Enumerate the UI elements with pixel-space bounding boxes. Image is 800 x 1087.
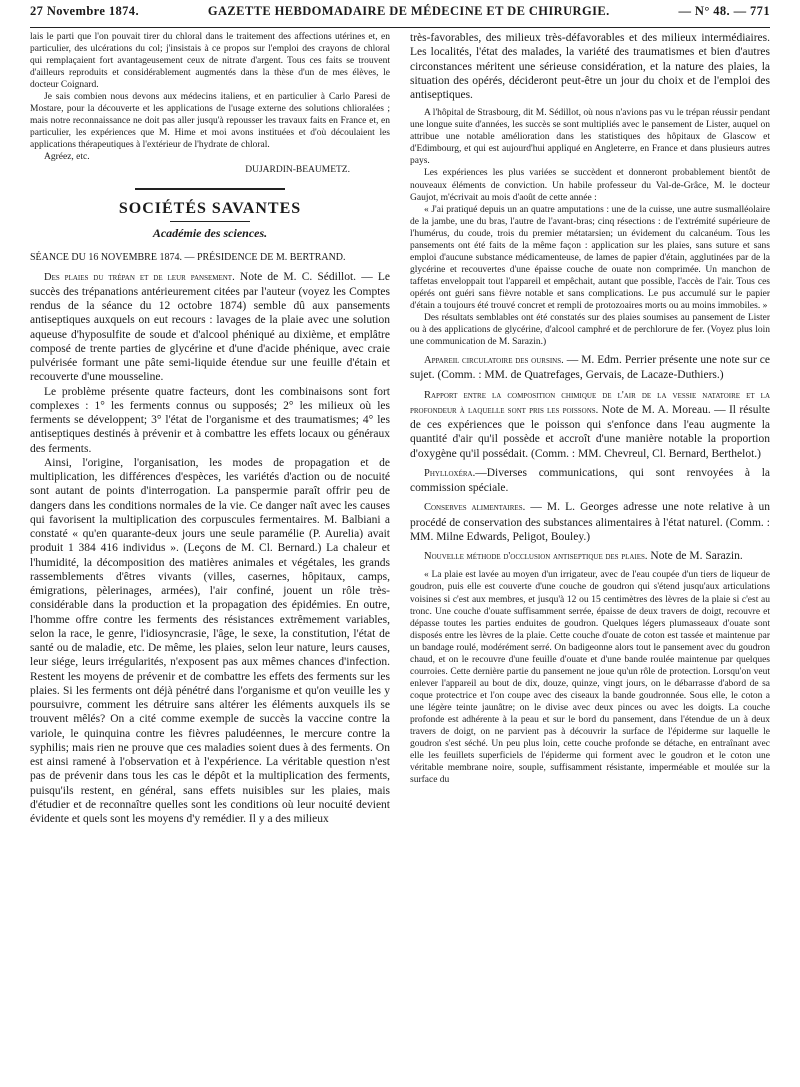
issue-date: 27 Novembre 1874.	[30, 4, 139, 18]
article-text: Note de M. C. Sédillot. — Le succès des trépanations antérieurement citées par l'auteur (voyez les Comptes rendus de la séance du 12 octobre 1874) semble dû aux pansements antiseptiques auxquels on eut recours : lavages de la plaie avec une solution aqueuse d'hyposulfite de soude et d'alcool phéniqué au dixième, et emplâtre composé de trente parties de glycérine et d'une d'acide phénique, avec craie pulvérisée formant une pâte semi-liquide étendue sur une feuille d'étain et recouverte d'une mousseline.	[30, 270, 390, 384]
letter-closing: Agréez, etc.	[44, 152, 90, 163]
letter-signature: DUJARDIN-BEAUMETZ.	[245, 164, 350, 175]
article-paragraph: Le problème présente quatre facteurs, dont les combinaisons sont fort complexes : 1° les ferments connus ou supposés; 2° les milieux où les ferments se développent; 3° l'état de l'organisme et des traumatismes; 4° les antiseptiques destinés à prévenir et à combattre les effets locaux ou généraux des ferments.	[30, 385, 390, 455]
article-label: Phylloxéra.	[424, 467, 476, 479]
article-label: Appareil circulatoire des oursins.	[424, 355, 564, 367]
article-paragraph	[410, 549, 770, 564]
section-divider	[135, 188, 285, 190]
right-column	[410, 31, 770, 826]
letter-paragraph: Je sais combien nous devons aux médecins italiens, et en particulier à Carlo Paresi de Mostare, pour la découverte et les applications de l'usage externe des solutions chlioralées ; mais notre reconnaissance ne doit pas aller jusqu'à repousser les travaux faits en France et, en particulier, les expériences que M. Hime et moi avons instituées et d'où découlaient les applications thérapeutiques à l'extérieur de l'hydrate de chloral.	[30, 92, 390, 151]
left-column	[30, 31, 390, 826]
article-text: — M. Edm. Perrier présente une note sur ce sujet. (Comm. : MM. de Quatrefages, Gervais, de Lacaze-Duthiers.)	[410, 354, 770, 382]
quote-paragraph: Les expériences les plus variées se succèdent et donneront probablement bientôt de nouveaux éléments de conviction. Un habile professeur du Val-de-Grâce, M. le docteur Gaujot, m'écrivait au mois d'août de cette année :	[410, 168, 770, 203]
article-label: Rapport entre la composition chimique de l'air de la vessie natatoire et la profondeur à laquelle sont pris les poissons.	[410, 389, 770, 416]
article-paragraph	[30, 270, 390, 385]
article-label: Conserves alimentaires.	[424, 502, 526, 514]
article-text: —Diverses communications, qui sont renvoyées à la commission spéciale.	[410, 466, 770, 495]
article-text: Note de M. A. Moreau. — Il résulte de ces expériences que le poisson qui s'enfonce dans l'eau augmente la quantité d'air qu'il possède et accroît d'une manière notable la proportion d'oxygène qu'il possédait. (Comm. : MM. Chevreul, Cl. Bernard, Berthelot.)	[410, 403, 770, 460]
article-paragraph	[410, 466, 770, 496]
article-paragraph: très-favorables, des milieux très-défavorables et des milieux intermédiaires. Les localités, l'état des malades, la variété des traumatismes et bien d'autres circonstances méritent une sérieuse considération, et la nature des plaies, la situation des opérés, décideront peut-être un jour du choix et de l'emploi des antiseptiques.	[410, 32, 770, 101]
journal-title: GAZETTE HEBDOMADAIRE DE MÉDECINE ET DE CHIRURGIE.	[207, 4, 610, 18]
seance-line: SÉANCE DU 16 NOVEMBRE 1874. — PRÉSIDENCE DE M. BERTRAND.	[30, 251, 346, 263]
two-column-body	[30, 31, 770, 826]
issue-number: — N° 48. — 771	[678, 4, 770, 18]
academy-heading: Académie des sciences.	[152, 225, 268, 240]
quote-paragraph: Des résultats semblables ont été constatés sur des plaies soumises au pansement de Lister ou à des applications de glycérine, d'alcool camphré et de perchlorure de fer. (Voyez plus loin une communication de M. Sarazin.)	[410, 313, 770, 348]
quote-paragraph: A l'hôpital de Strasbourg, dit M. Sédillot, où nous n'avions pas vu le trépan réussir pendant une longue suite d'années, les succès se sont multipliés avec le pansement de Lister, auquel on attribue une notable amélioration dans les statistiques des hôpitaux de Glascow et d'Edimbourg, et qui est aujourd'hui appliqué en Angleterre, en France et dans plusieurs autres pays.	[410, 108, 770, 167]
article-text: Note de M. Sarazin.	[650, 550, 743, 563]
article-paragraph	[410, 500, 770, 544]
quote-paragraph: « J'ai pratiqué depuis un an quatre amputations : une de la cuisse, une autre susmalléolaire de la jambe, une du bras, l'autre de l'avant-bras; cinq résections : de l'extrémité supérieure de l'humérus, du coude, trois du premier métatarsien; un évidement du calcanéum. Tous les pansements ont été faits de la même façon : application sur les plaies, sans suture et sans emploi d'aucune substance médicamenteuse, de lames de papier d'étain, agglutinées par de la glycérine et recouvertes d'une épaisse couche de ouate non comprimée. Un manchon de taffetas enveloppait tout l'appareil et empêchait, autant que possible, l'accès de l'air. Tous ces opérés ont guéri sans fièvre notable et sans complications. Le pus accumulé sur le papier d'étain a toujours été trouvé concret et rempli de protozoaires morts ou au moins immobiles. »	[410, 204, 770, 311]
quote-paragraph: « La plaie est lavée au moyen d'un irrigateur, avec de l'eau coupée d'un tiers de liqueur de goudron, puis elle est couverte d'une couche de goudron qui s'étend jusqu'aux articulations voisines si c'est aux membres, et jusqu'à 12 ou 15 centimètres des lèvres de la plaie si c'est au tronc. Une couche d'ouate suffisamment serrée, épaisse de deux travers de doigt, recouvre et dépasse toutes les parties enduites de goudron. Quelques légers plumasseaux d'ouate sont disposés entre les lèvres de la plaie. Cette couche d'ouate de coton est tassée et maintenue par un bandage roulé, modérément serré. On badigeonne alors tout le pansement avec du goudron chaud, et on le recouvre d'une feuille d'ouate et d'une bande roulée maintenue par quelques courroies. Cette dernière partie du pansement ne joue qu'un rôle de protection. Lorsqu'on veut enlever l'appareil au bout de dix, douze, quinze, vingt jours, on le débarrasse d'abord de sa coque protectrice et l'on coupe avec des ciseaux la bande goudronnée. Sous elle, le coton a une légère teinte jaunâtre; on le divise avec deux pinces ou avec les doigts. La couche profonde est adhérente à la peau et sur le bord du pansement, dans l'étendue de un à deux travers de doigt, on ne parvient pas à découvrir la surface de l'épiderme sur laquelle le goudron s'est séché. Un peu plus loin, cette couche profonde se détache, en entraînant avec elle les feuillets superficiels de l'épiderme qui forment avec le goudron et le coton une véritable membrane noire, souple, suffisamment résistante, imperméable et moulée sur la surface du	[410, 570, 770, 786]
section-title: SOCIÉTÉS SAVANTES	[118, 199, 302, 217]
article-paragraph	[410, 388, 770, 461]
article-paragraph	[410, 353, 770, 383]
article-label: Des plaies du trépan et de leur pansement.	[44, 271, 235, 283]
running-header	[30, 4, 770, 28]
section-title-rule	[170, 221, 250, 222]
article-text: — M. L. Georges adresse une note relative à un procédé de conservation des substances alimentaires à l'état naturel. (Comm. : MM. Milne Edwards, Peligot, Bouley.)	[410, 501, 770, 543]
article-label: Nouvelle méthode d'occlusion antiseptique des plaies.	[424, 551, 648, 563]
article-paragraph: Ainsi, l'origine, l'organisation, les modes de propagation et de multiplication, les différences d'espèces, les variétés d'action ou de nocuité sont autant de points d'interrogation. La panspermie paraît offrir peu de dangers dans les conditions normales de la vie. Ce danger naît avec les causes qui favorisent la multiplication des corpuscules fermentaires. M. Balbiani a constaté « qu'en quarante-deux jours une seule paramélie (P. Aurelia) avait produit 1 384 416 individus ». (Leçons de M. Cl. Bernard.) La chaleur et l'humidité, la décomposition des matières animales et végétales, les grands rassemblements d'êtres vivants (villes, casernes, hôpitaux, camps, émigrations, pèlerinages, armées), l'air confiné, jouent un rôle très-considérable dans la production et la propagation des épidémies. En outre, l'homme offre contre les ferments des résistances extrêmement variables, selon la race, le genre, l'idiosyncrasie, l'âge, le sexe, la constitution, l'état de santé ou de maladie, etc. De même, les plaies, selon leur nature, leurs causes, leur siége, leurs irrégularités, n'exposent pas aux mêmes chances d'infection. Restent les moyens de prévenir et de combattre les effets des ferments sur les plaies. Si les ferments ont déjà pénétré dans l'organisme et qu'on veuille les y poursuivre, comment les détruire sans altérer les éléments auxquels ils se trouvent mêlés? On a cité comme exemple de succès la vaccine contre la variole, le quinquina contre les fièvres paludéennes, le mercure contre la syphilis; mais rien ne prouve que ces maladies soient dues à des ferments. On est ainsi ramené à l'observation et à l'expérience. La véritable question n'est pas de prévenir dans tous les cas le dépôt et la multiplication des ferments, puisqu'ils restent, en général, sans effets nuisibles sur les plaies, mais d'étudier et de reconnaître quelles sont les conditions où leur nocuité devient évidente et quels sont les moyens d'y remédier. Il y a des milieux	[30, 456, 390, 826]
letter-paragraph: lais le parti que l'on pouvait tirer du chloral dans le traitement des affections utérines et, en particulier, des ulcérations du col; j'insistais à ce propos sur l'emploi des crayons de chloral qui remplaçaient fort avantageusement ceux de nitrate d'argent. Tous ces faits se trouvent d'ailleurs reproduits et considérablement augmentés dans la thèse d'un de mes élèves, le docteur Coignard.	[30, 32, 390, 91]
